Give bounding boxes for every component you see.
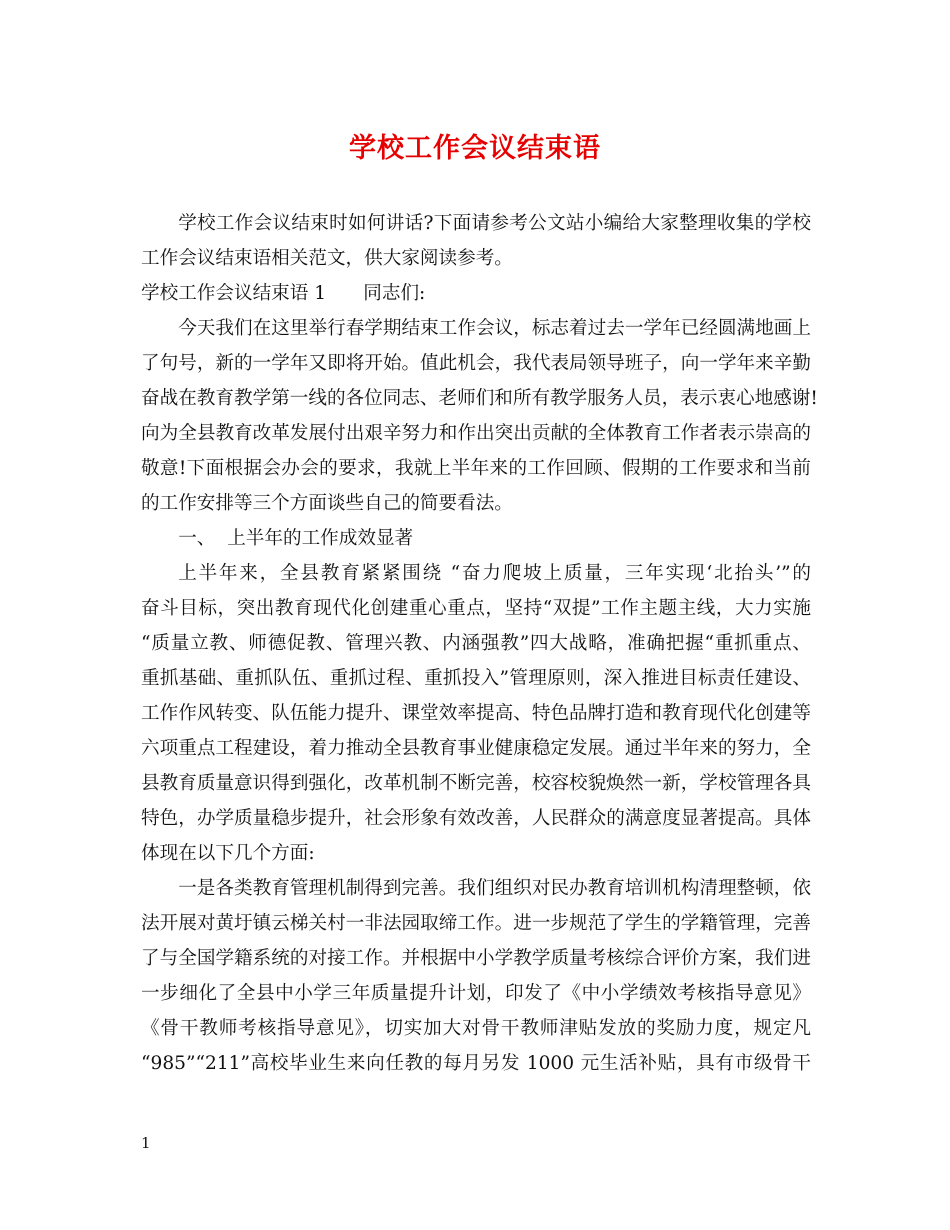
heading-text: 一、 上半年的工作成效显著 [178, 528, 414, 549]
page-number: 1 [141, 1134, 151, 1152]
text-line: 法开展对黄圩镇云梯关村一非法园取缔工作。进一步规范了学生的学籍管理，完善 [141, 913, 811, 934]
text-line: 工作会议结束语相关范文，供大家阅读参考。 [141, 248, 513, 269]
text-line: 上半年来，全县教育紧紧围绕 “奋力爬坡上质量，三年实现‘北抬头’”的 [178, 563, 811, 584]
text-line: 《骨干教师考核指导意见》，切实加大对骨干教师津贴发放的奖励力度，规定凡 [141, 1018, 811, 1039]
section-heading-line [141, 276, 811, 311]
text-line: 特色，办学质量稳步提升，社会形象有效改善，人民群众的满意度显著提高。具体 [141, 808, 811, 829]
document-title: 学校工作会议结束语 [349, 133, 601, 164]
text-line: 体现在以下几个方面: [141, 843, 315, 864]
paragraph-3 [141, 871, 811, 1081]
paragraph-1 [141, 311, 818, 521]
text-line: 向为全县教育改革发展付出艰辛努力和作出突出贡献的全体教育工作者表示崇高的 [141, 423, 811, 444]
text-line: 奋斗目标，突出教育现代化创建重心重点，坚持“双提”工作主题主线，大力实施 [141, 598, 811, 619]
text-line: 的工作安排等三个方面谈些自己的简要看法。 [141, 493, 513, 514]
section-1-heading [141, 521, 811, 556]
text-line: 今天我们在这里举行春学期结束工作会议，标志着过去一学年已经圆满地画上 [178, 318, 811, 339]
intro-paragraph [141, 206, 811, 276]
text-line: 学校工作会议结束时如何讲话?下面请参考公文站小编给大家整理收集的学校 [178, 213, 811, 234]
document-body [141, 206, 818, 1081]
text-line: 了与全国学籍系统的对接工作。并根据中小学教学质量考核综合评价方案，我们进 [141, 948, 811, 969]
text-line: “质量立教、师德促教、管理兴教、内涵强教”四大战略，准确把握“重抓重点、 [141, 633, 811, 654]
text-line: 六项重点工程建设，着力推动全县教育事业健康稳定发展。通过半年来的努力，全 [141, 738, 811, 759]
text-line: 敬意!下面根据会办会的要求，我就上半年来的工作回顾、假期的工作要求和当前 [141, 458, 811, 479]
text-line: 了句号，新的一学年又即将开始。值此机会，我代表局领导班子，向一学年来辛勤 [141, 353, 811, 374]
text-line: 一步细化了全县中小学三年质量提升计划，印发了《中小学绩效考核指导意见》 [141, 983, 811, 1004]
text-line: “985”“211”高校毕业生来向任教的每月另发 1000 元生活补贴，具有市级骨干 [141, 1053, 811, 1074]
text-line: 一是各类教育管理机制得到完善。我们组织对民办教育培训机构清理整顿，依 [178, 878, 811, 899]
paragraph-2 [141, 556, 811, 871]
text-line: 奋战在教育教学第一线的各位同志、老师们和所有教学服务人员，表示衷心地感谢! [141, 388, 818, 409]
heading-text: 学校工作会议结束语 1 同志们: [141, 283, 426, 304]
text-line: 工作作风转变、队伍能力提升、课堂效率提高、特色品牌打造和教育现代化创建等 [141, 703, 811, 724]
text-line: 县教育质量意识得到强化，改革机制不断完善，校容校貌焕然一新，学校管理各具 [141, 773, 811, 794]
text-line: 重抓基础、重抓队伍、重抓过程、重抓投入”管理原则，深入推进目标责任建设、 [141, 668, 811, 689]
